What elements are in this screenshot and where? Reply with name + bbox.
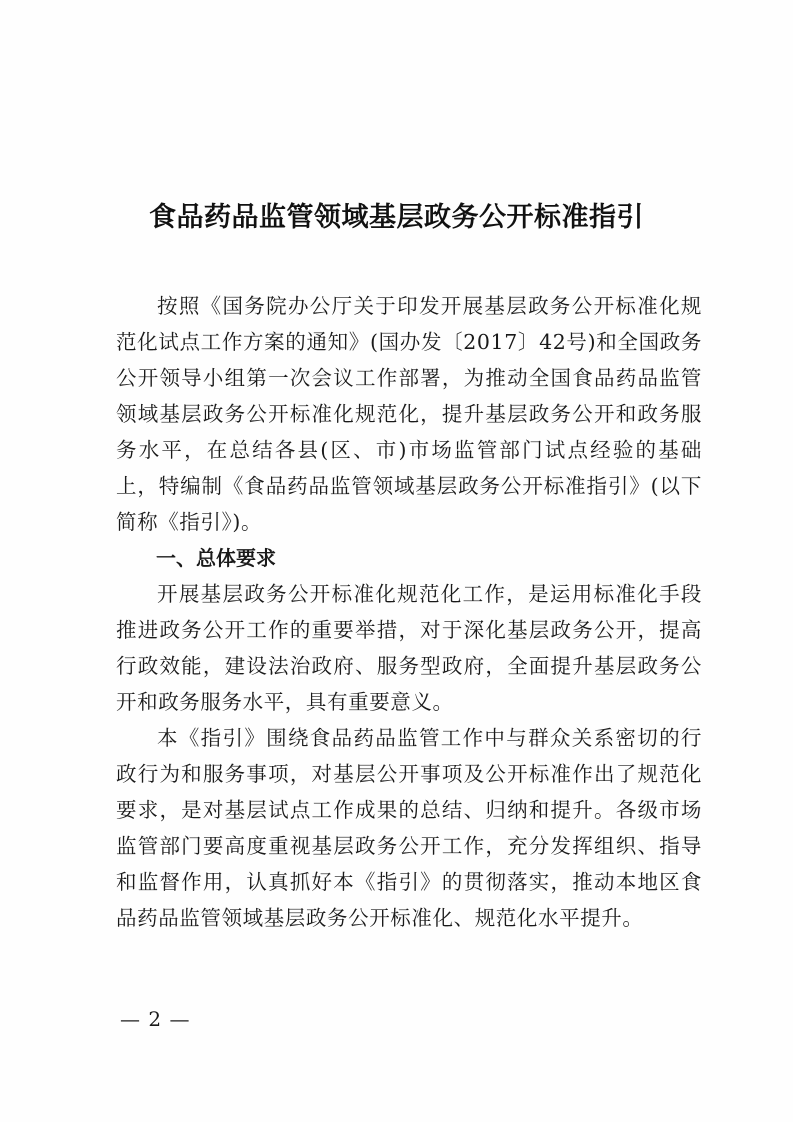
body-paragraph-1: 开展基层政务公开标准化规范化工作，是运用标准化手段推进政务公开工作的重要举措，对于深化基层政务公开，提高行政效能，建设法治政府、服务型政府，全面提升基层政务公开和政务服务水平，具有重要意义。 xyxy=(116,582,702,714)
document-body xyxy=(116,288,702,936)
body-paragraph-2: 本《指引》围绕食品药品监管工作中与群众关系密切的行政行为和服务事项，对基层公开事项及公开标准作出了规范化要求，是对基层试点工作成果的总结、归纳和提升。各级市场监管部门要高度重视基层政务公开工作，充分发挥组织、指导和监督作用，认真抓好本《指引》的贯彻落实，推动本地区食品药品监管领域基层政务公开标准化、规范化水平提升。 xyxy=(116,726,702,930)
intro-paragraph: 按照《国务院办公厅关于印发开展基层政务公开标准化规范化试点工作方案的通知》(国办发〔2017〕42号)和全国政务公开领导小组第一次会议工作部署，为推动全国食品药品监管领域基层政务公开标准化规范化，提升基层政务公开和政务服务水平，在总结各县(区、市)市场监管部门试点经验的基础上，特编制《食品药品监管领域基层政务公开标准指引》(以下简称《指引》)。 xyxy=(116,294,702,534)
page-number: — 2 — xyxy=(120,1007,191,1031)
section-heading: 一、总体要求 xyxy=(156,546,276,570)
document-title: 食品药品监管领域基层政务公开标准指引 xyxy=(149,202,644,233)
